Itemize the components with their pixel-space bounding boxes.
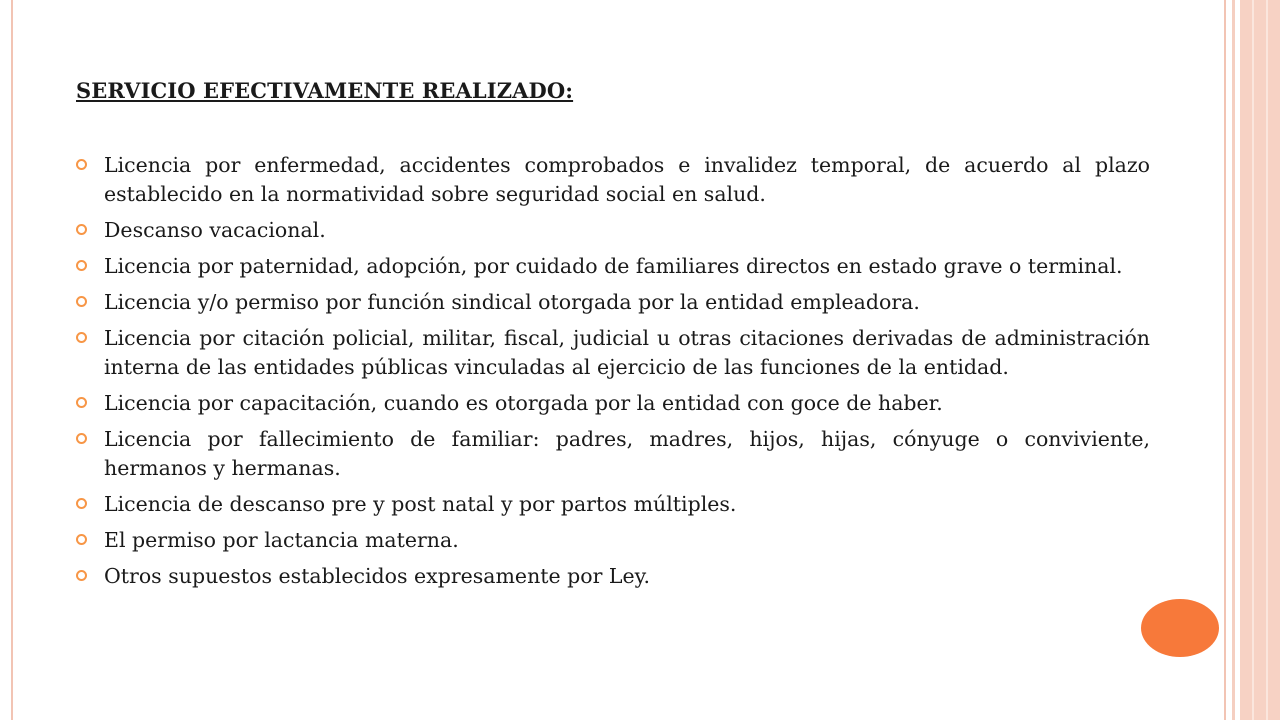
frame-right-line-1 bbox=[1224, 0, 1226, 720]
slide-title: SERVICIO EFECTIVAMENTE REALIZADO: bbox=[76, 78, 574, 103]
bullet-circle-icon bbox=[76, 332, 87, 343]
bullet-text: Licencia de descanso pre y post natal y por partos múltiples. bbox=[104, 492, 737, 516]
bullet-item bbox=[76, 490, 1150, 519]
bullet-circle-icon bbox=[76, 570, 87, 581]
bullet-text: Licencia por enfermedad, accidentes comprobados e invalidez temporal, de acuerdo al plazo establecido en la normatividad sobre seguridad social en salud. bbox=[104, 153, 1150, 206]
bullet-text: El permiso por lactancia materna. bbox=[104, 528, 459, 552]
bullet-text: Licencia por paternidad, adopción, por cuidado de familiares directos en estado grave o terminal. bbox=[104, 254, 1123, 278]
bullet-item bbox=[76, 562, 1150, 591]
bullet-text: Licencia por fallecimiento de familiar: padres, madres, hijos, hijas, cónyuge o conviviente, hermanos y hermanas. bbox=[104, 427, 1150, 480]
frame-left-line bbox=[11, 0, 13, 720]
bullet-circle-icon bbox=[76, 159, 87, 170]
bullet-item bbox=[76, 324, 1150, 382]
decorative-orange-dot bbox=[1141, 599, 1219, 657]
bullet-item bbox=[76, 216, 1150, 245]
bullet-circle-icon bbox=[76, 498, 87, 509]
bullet-circle-icon bbox=[76, 260, 87, 271]
bullet-circle-icon bbox=[76, 296, 87, 307]
frame-right-band-line-1 bbox=[1252, 0, 1254, 720]
bullet-text: Licencia por capacitación, cuando es otorgada por la entidad con goce de haber. bbox=[104, 391, 943, 415]
bullet-text: Descanso vacacional. bbox=[104, 218, 326, 242]
bullet-item bbox=[76, 252, 1150, 281]
frame-right-line-2 bbox=[1232, 0, 1235, 720]
bullet-circle-icon bbox=[76, 397, 87, 408]
bullet-text: Licencia por citación policial, militar, fiscal, judicial u otras citaciones derivadas de administración interna de las entidades públicas vinculadas al ejercicio de las funciones de la entidad. bbox=[104, 326, 1150, 379]
bullet-list bbox=[76, 151, 1150, 598]
bullet-circle-icon bbox=[76, 433, 87, 444]
bullet-item bbox=[76, 526, 1150, 555]
bullet-item bbox=[76, 425, 1150, 483]
bullet-item bbox=[76, 288, 1150, 317]
bullet-text: Otros supuestos establecidos expresamente por Ley. bbox=[104, 564, 651, 588]
frame-right-band bbox=[1240, 0, 1280, 720]
bullet-text: Licencia y/o permiso por función sindical otorgada por la entidad empleadora. bbox=[104, 290, 920, 314]
bullet-item bbox=[76, 389, 1150, 418]
frame-right-band-line-2 bbox=[1266, 0, 1268, 720]
bullet-circle-icon bbox=[76, 224, 87, 235]
bullet-item bbox=[76, 151, 1150, 209]
bullet-circle-icon bbox=[76, 534, 87, 545]
